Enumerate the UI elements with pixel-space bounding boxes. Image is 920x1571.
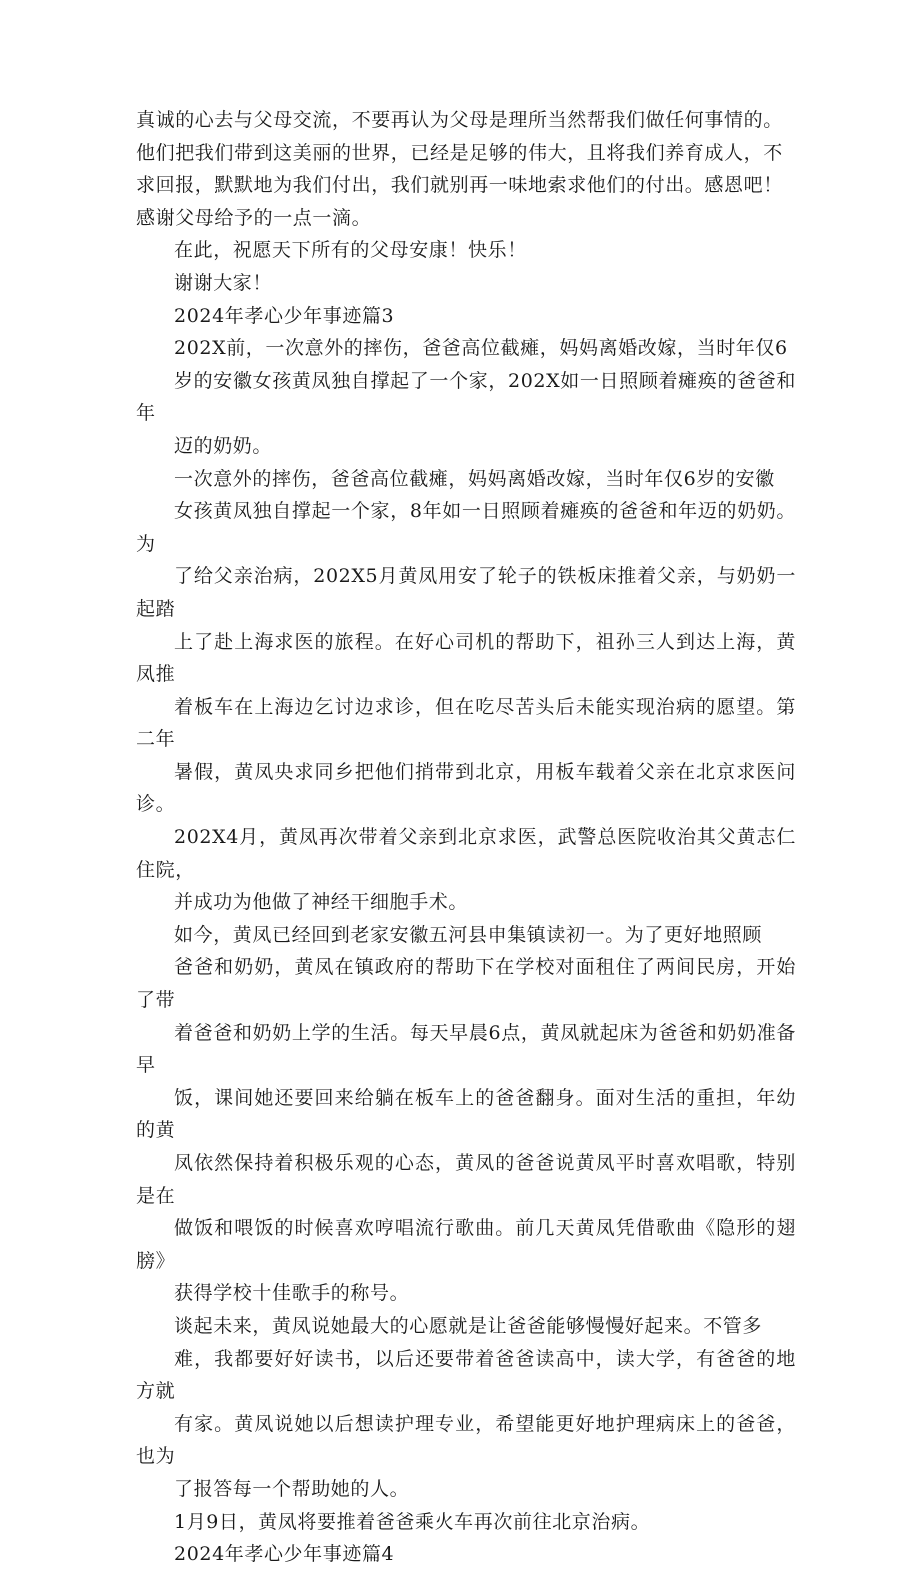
text-line: 真诚的心去与父母交流，不要再认为父母是理所当然帮我们做任何事情的。 — [136, 109, 783, 131]
paragraph-blessing — [136, 234, 796, 267]
text-line: 并成功为他做了神经干细胞手术。 — [174, 891, 469, 914]
text-line: 爸爸和奶奶，黄凤在镇政府的帮助下在学校对面租住了两间民房，开始了带 — [136, 956, 796, 1012]
heading-text: 2024年孝心少年事迹篇4 — [174, 1543, 395, 1566]
text-line: 难，我都要好好读书，以后还要带着爸爸读高中，读大学，有爸爸的地方就 — [136, 1347, 796, 1403]
text-line: 暑假，黄凤央求同乡把他们捎带到北京，用板车载着父亲在北京求医问诊。 — [136, 760, 796, 816]
text-line: 迈的奶奶。 — [174, 434, 273, 457]
text-line: 做饭和喂饭的时候喜欢哼唱流行歌曲。前几天黄凤凭借歌曲《隐形的翅膀》 — [136, 1217, 796, 1272]
document-page — [136, 104, 796, 1571]
text-line: 如今，黄凤已经回到老家安徽五河县申集镇读初一。为了更好地照顾 — [174, 923, 763, 946]
text-line: 在此，祝愿天下所有的父母安康！快乐！ — [174, 239, 527, 262]
paragraph — [136, 1506, 796, 1539]
text-line: 饭，课间她还要回来给躺在板车上的爸爸翻身。面对生活的重担，年幼的黄 — [136, 1086, 796, 1142]
text-line: 一次意外的摔伤，爸爸高位截瘫，妈妈离婚改嫁，当时年仅6岁的安徽 — [174, 467, 775, 490]
paragraph — [136, 919, 796, 1310]
paragraph — [136, 332, 796, 462]
text-line: 求回报，默默地为我们付出，我们就别再一味地索求他们的付出。感恩吧！ — [136, 174, 783, 197]
text-line: 着板车在上海边乞讨边求诊，但在吃尽苦头后未能实现治病的愿望。第二年 — [136, 695, 796, 751]
text-line: 有家。黄凤说她以后想读护理专业，希望能更好地护理病床上的爸爸，也为 — [136, 1412, 796, 1468]
text-line: 获得学校十佳歌手的称号。 — [174, 1282, 410, 1305]
text-line: 感谢父母给予的一点一滴。 — [136, 206, 372, 229]
text-line: 202X前，一次意外的摔伤，爸爸高位截瘫，妈妈离婚改嫁，当时年仅6 — [174, 337, 788, 360]
paragraph — [136, 1310, 796, 1506]
text-line: 他们把我们带到这美丽的世界，已经是足够的伟大，且将我们养育成人，不 — [136, 141, 783, 164]
text-line: 女孩黄凤独自撑起一个家，8年如一日照顾着瘫痪的爸爸和年迈的奶奶。为 — [136, 500, 796, 555]
heading-text: 2024年孝心少年事迹篇3 — [174, 304, 395, 327]
section-heading-3 — [136, 300, 796, 333]
text-line: 岁的安徽女孩黄凤独自撑起了一个家，202X如一日照顾着瘫痪的爸爸和年 — [136, 369, 796, 425]
text-line: 谈起未来，黄凤说她最大的心愿就是让爸爸能够慢慢好起来。不管多 — [174, 1314, 763, 1337]
paragraph — [136, 104, 796, 234]
paragraph — [136, 463, 796, 919]
text-line: 上了赴上海求医的旅程。在好心司机的帮助下，祖孙三人到达上海，黄凤推 — [136, 630, 796, 686]
paragraph-thanks — [136, 267, 796, 300]
text-line: 着爸爸和奶奶上学的生活。每天早晨6点，黄凤就起床为爸爸和奶奶准备早 — [136, 1021, 796, 1077]
text-line: 谢谢大家！ — [174, 271, 273, 294]
text-line: 了报答每一个帮助她的人。 — [174, 1477, 410, 1500]
text-line: 202X4月，黄凤再次带着父亲到北京求医，武警总医院收治其父黄志仁住院， — [136, 826, 796, 881]
text-line: 了给父亲治病，202X5月黄凤用安了轮子的铁板床推着父亲，与奶奶一起踏 — [136, 565, 796, 620]
section-heading-4 — [136, 1538, 796, 1571]
text-line: 凤依然保持着积极乐观的心态，黄凤的爸爸说黄凤平时喜欢唱歌，特别是在 — [136, 1152, 796, 1207]
text-line: 1月9日，黄凤将要推着爸爸乘火车再次前往北京治病。 — [174, 1510, 651, 1533]
